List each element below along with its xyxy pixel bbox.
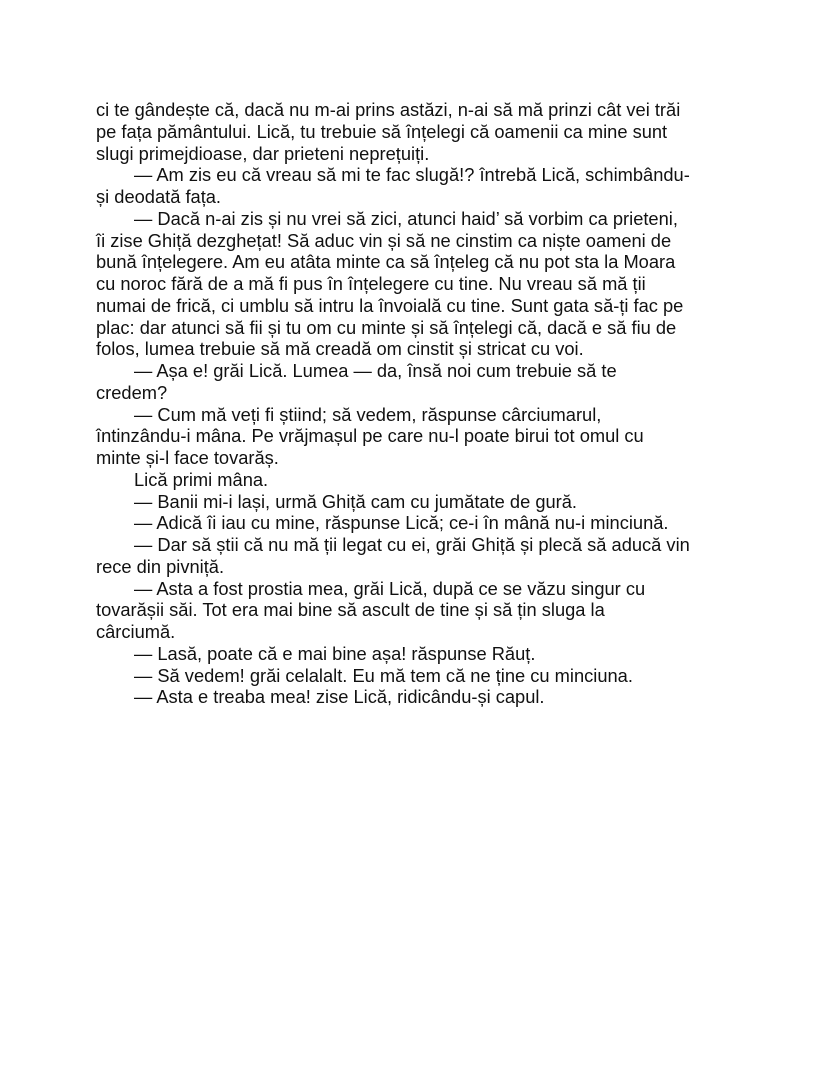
text-line: — Cum mă veți fi știind; să vedem, răspunse cârciumarul,: [134, 403, 602, 425]
text-line: — Am zis eu că vreau să mi te fac slugă!? întrebă Lică, schimbându-: [134, 164, 690, 186]
text-line: slugi primejdioase, dar prieteni neprețuiți.: [96, 142, 430, 164]
text-line: — Dacă n-ai zis și nu vrei să zici, atunci haid’ să vorbim ca prieteni,: [134, 207, 678, 229]
text-line: minte și-l face tovarăș.: [96, 447, 279, 468]
text-line: numai de frică, ci umblu să intru la învoială cu tine. Sunt gata să-ți fac pe: [96, 294, 684, 316]
paragraph: [96, 491, 756, 513]
text-line: — Așa e! grăi Lică. Lumea — da, însă noi cum trebuie să te: [134, 360, 617, 381]
paragraph: [96, 360, 756, 404]
paragraph: [96, 578, 756, 643]
text-line: — Asta a fost prostia mea, grăi Lică, după ce se văzu singur cu: [134, 577, 646, 599]
paragraph: [96, 469, 756, 491]
text-line: — Asta e treaba mea! zise Lică, ridicându-și capul.: [134, 686, 545, 708]
text-line: bună înțelegere. Am eu atâta minte ca să înțeleg că nu pot sta la Moara: [96, 251, 676, 273]
text-line: folos, lumea trebuie să mă creadă om cinstit și stricat cu voi.: [96, 338, 584, 360]
text-line: ci te gândește că, dacă nu m-ai prins astăzi, n-ai să mă prinzi cât vei trăi: [96, 99, 681, 120]
text-line: — Lasă, poate că e mai bine așa! răspunse Răuț.: [134, 642, 536, 664]
text-line: — Adică îi iau cu mine, răspunse Lică; ce-i în mână nu-i minciună.: [134, 512, 669, 534]
text-line: Lică primi mâna.: [134, 468, 269, 490]
text-line: — Banii mi-i lași, urmă Ghiță cam cu jumătate de gură.: [134, 490, 577, 512]
text-line: și deodată fața.: [96, 186, 222, 207]
paragraph: [96, 404, 756, 469]
text-line: cu noroc fără de a mă fi pus în înțelegere cu tine. Nu vreau să mă ții: [96, 273, 646, 294]
text-line: întinzându-i mâna. Pe vrăjmașul pe care nu-l poate birui tot omul cu: [96, 425, 644, 447]
paragraph: [96, 99, 756, 164]
paragraph: [96, 534, 756, 578]
paragraph: [96, 164, 756, 208]
text-line: îi zise Ghiță dezghețat! Să aduc vin și să ne cinstim ca niște oameni de: [96, 229, 672, 251]
paragraph: [96, 512, 756, 534]
document-page: [96, 99, 756, 708]
text-line: cârciumă.: [96, 621, 176, 642]
text-line: plac: dar atunci să fii și tu om cu minte și să înțelegi că, dacă e să fiu de: [96, 316, 677, 338]
text-line: — Să vedem! grăi celalalt. Eu mă tem că ne ține cu minciuna.: [134, 664, 633, 686]
text-line: tovarășii săi. Tot era mai bine să ascult de tine și să țin sluga la: [96, 599, 605, 621]
paragraph: [96, 208, 756, 360]
text-line: rece din pivniță.: [96, 555, 225, 577]
text-line: credem?: [96, 381, 168, 403]
paragraph: [96, 643, 756, 665]
text-line: — Dar să știi că nu mă ții legat cu ei, grăi Ghiță și plecă să aducă vin: [134, 534, 690, 555]
text-line: pe fața pământului. Lică, tu trebuie să înțelegi că oamenii ca mine sunt: [96, 120, 668, 142]
paragraph: [96, 665, 756, 687]
paragraph: [96, 686, 756, 708]
